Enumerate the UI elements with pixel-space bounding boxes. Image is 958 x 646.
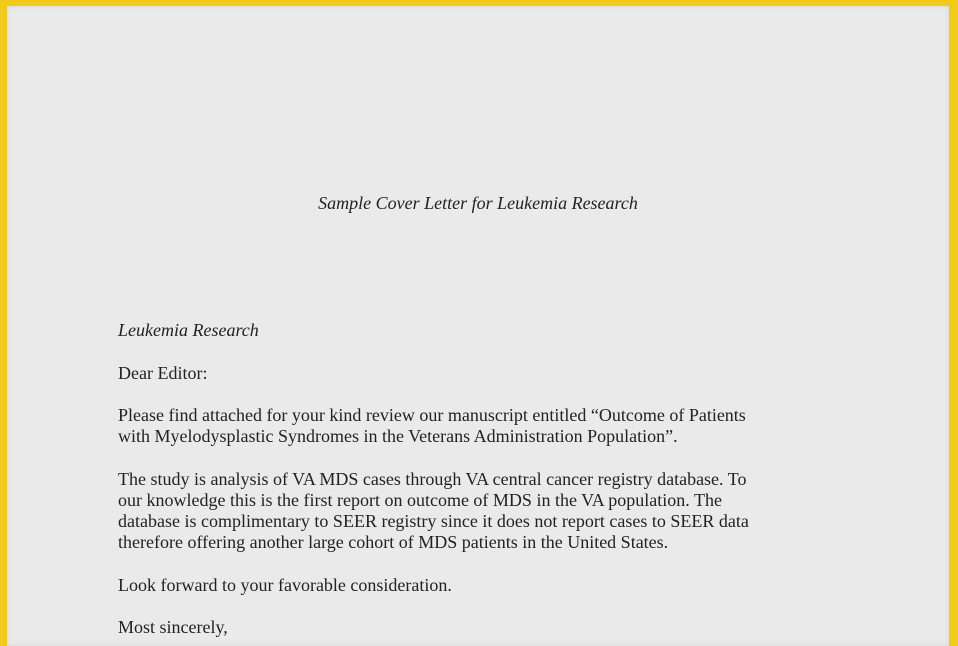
letter-page <box>7 6 949 646</box>
paragraph-study <box>118 469 798 553</box>
paragraph-line: The study is analysis of VA MDS cases through VA central cancer registry database. To <box>118 469 747 489</box>
document-title: Sample Cover Letter for Leukemia Research <box>318 193 638 213</box>
paragraph-line: Please find attached for your kind review our manuscript entitled “Outcome of Patients <box>118 405 746 425</box>
paragraph-consideration: Look forward to your favorable consideration. <box>118 575 452 595</box>
journal-name: Leukemia Research <box>118 320 259 340</box>
closing: Most sincerely, <box>118 617 228 637</box>
paragraph-line: our knowledge this is the first report on outcome of MDS in the VA population. The <box>118 490 722 510</box>
paragraph-line: therefore offering another large cohort of MDS patients in the United States. <box>118 532 669 552</box>
salutation: Dear Editor: <box>118 363 208 383</box>
paragraph-line: database is complimentary to SEER registry since it does not report cases to SEER data <box>118 511 749 531</box>
paragraph-manuscript <box>118 405 798 447</box>
paragraph-line: with Myelodysplastic Syndromes in the Veterans Administration Population”. <box>118 426 678 446</box>
